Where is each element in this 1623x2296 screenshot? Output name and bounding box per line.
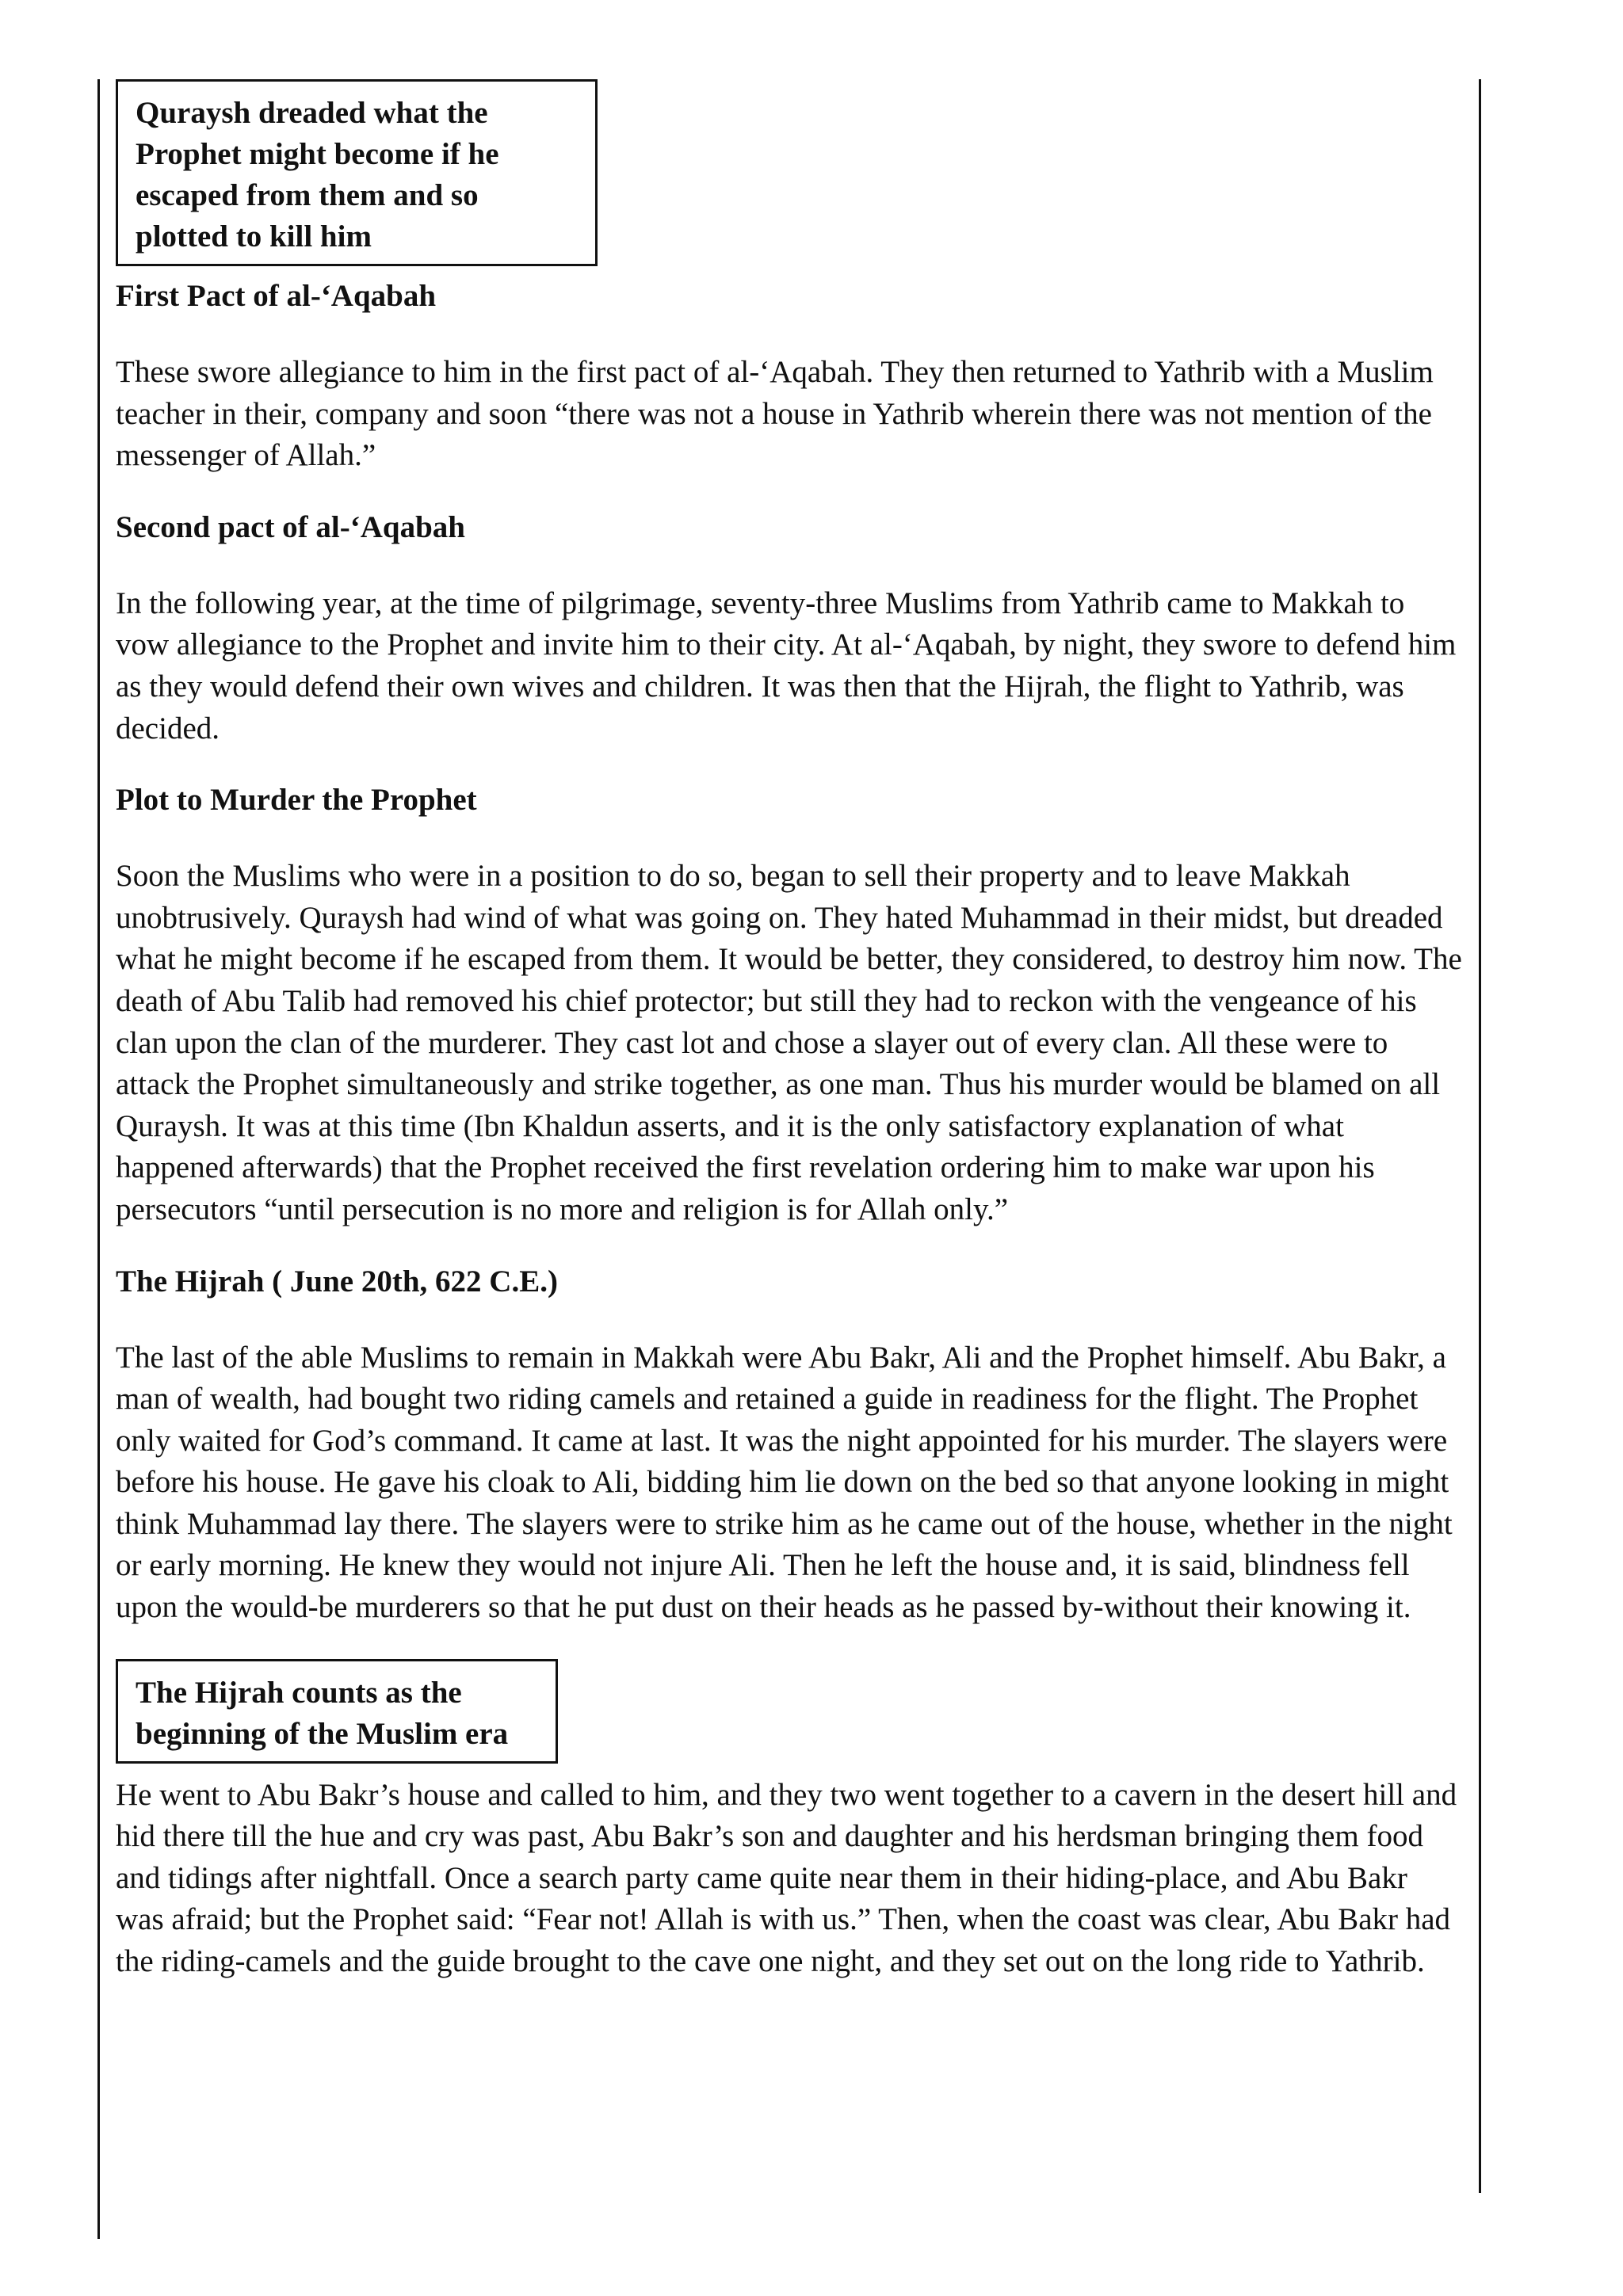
- section-heading-second-pact: Second pact of al-‘Aqabah: [116, 509, 465, 544]
- paragraph-hijrah: The last of the able Muslims to remain in Makkah were Abu Bakr, Ali and the Prophet himself. Abu Bakr, a man of wealth, had bought two riding camels and retained a guide in readiness for the flight. The Prophet only waited for God’s command. It came at last. It was the night appointed for his murder. The slayers were before his house. He gave his cloak to Ali, bidding him lie down on the bed so that anyone looking in might think Muhammad lay there. The slayers were to strike him as he came out of the house, whether in the night or early morning. He knew they would not injure Ali. Then he left the house and, it is said, blindness fell upon the would-be murderers so that he put dust on their heads as he passed by-without their knowing it.: [116, 1340, 1453, 1625]
- right-margin-rule: [1479, 79, 1481, 2193]
- paragraph-first-pact: These swore allegiance to him in the first pact of al-‘Aqabah. They then returned to Yathrib with a Muslim teacher in their, company and soon “there was not a house in Yathrib wherein there was not mention of the messenger of Allah.”: [116, 355, 1434, 473]
- page-content: [116, 79, 1463, 1983]
- left-margin-rule: [97, 79, 100, 2239]
- section-heading-plot: Plot to Murder the Prophet: [116, 783, 477, 818]
- pull-quote-box: Quraysh dreaded what the Prophet might become if he escaped from them and so plotted to kill him: [116, 79, 598, 266]
- section-heading-hijrah: The Hijrah ( June 20th, 622 C.E.): [116, 1264, 558, 1299]
- paragraph-plot: Soon the Muslims who were in a position to do so, began to sell their property and to leave Makkah unobtrusively. Quraysh had wind of what was going on. They hated Muhammad in their midst, but dreaded what he might become if he escaped from them. It would be better, they considered, to destroy him now. The death of Abu Talib had removed his chief protector; but still they had to reckon with the vengeance of his clan upon the clan of the murderer. They cast lot and chose a slayer out of every clan. All these were to attack the Prophet simultaneously and strike together, as one man. Thus his murder would be blamed on all Quraysh. It was at this time (Ibn Khaldun asserts, and it is the only satisfactory explanation of what happened afterwards) that the Prophet received the first revelation ordering him to make war upon his persecutors “until persecution is no more and religion is for Allah only.”: [116, 859, 1462, 1226]
- pull-quote-box: The Hijrah counts as the beginning of the Muslim era: [116, 1659, 558, 1764]
- paragraph-second-pact: In the following year, at the time of pilgrimage, seventy-three Muslims from Yathrib came to Makkah to vow allegiance to the Prophet and invite him to their city. At al-‘Aqabah, by night, they swore to defend him as they would defend their own wives and children. It was then that the Hijrah, the flight to Yathrib, was decided.: [116, 585, 1457, 746]
- paragraph-closing: He went to Abu Bakr’s house and called to him, and they two went together to a cavern in the desert hill and hid there till the hue and cry was past, Abu Bakr’s son and daughter and his herdsman bringing them food and tidings after nightfall. Once a search party came quite near them in their hiding-place, and Abu Bakr was afraid; but the Prophet said: “Fear not! Allah is with us.” Then, when the coast was clear, Abu Bakr had the riding-camels and the guide brought to the cave one night, and they set out on the long ride to Yathrib.: [116, 1777, 1457, 1979]
- section-heading-first-pact: First Pact of al-‘Aqabah: [116, 279, 437, 313]
